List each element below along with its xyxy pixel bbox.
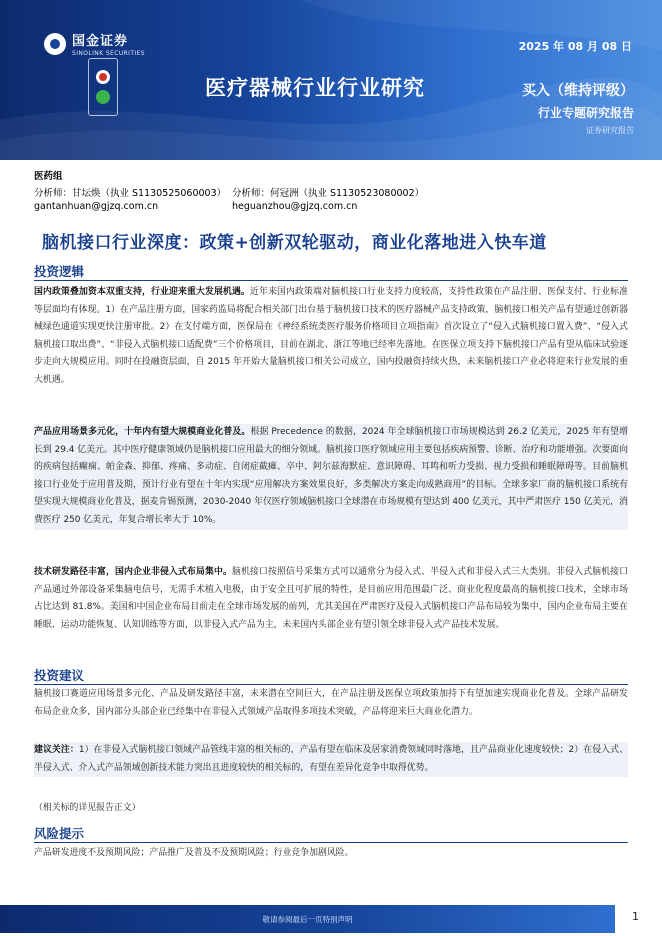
advice-paragraph-2-body: 1）在非侵入式脑机接口领域产品管线丰富的相关标的，产品有望在临床及居家消费领域同时落地，且产品商业化速度较快；2）在侵入式、半侵入式、介入式产品领域创新技术能力突出且进度较快的相关标的，有望在差异化竞争中取得优势。 bbox=[34, 745, 628, 773]
analyst-block bbox=[34, 168, 634, 212]
analyst-2: 分析师：何冠洲（执业 S1130523080002） bbox=[232, 188, 425, 199]
advice-paragraph-2-lead: 建议关注： bbox=[34, 745, 79, 755]
analyst-1: 分析师：甘坛焕（执业 S1130525060003） bbox=[34, 188, 227, 199]
badge-logo-icon bbox=[96, 70, 110, 84]
logic-paragraph-1 bbox=[34, 284, 628, 390]
team-name: 医药组 bbox=[34, 171, 63, 182]
app-badge bbox=[88, 58, 118, 116]
logic-paragraph-1-lead: 国内政策叠加资本双重支持，行业迎来重大发展机遇。 bbox=[34, 287, 251, 297]
report-title: 医疗器械行业行业研究 bbox=[205, 76, 425, 100]
page-number: 1 bbox=[632, 910, 639, 923]
logo-mark-icon bbox=[44, 33, 66, 55]
wechat-icon bbox=[96, 90, 110, 104]
section-title-advice: 投资建议 bbox=[34, 668, 85, 683]
logic-paragraph-2-body: 根据 Precedence 的数据，2024 年全球脑机接口市场规模达到 26.2 亿美元，2025 年有望增长到 29.4 亿美元。其中医疗健康领域仍是脑机接口应用最大的细分领域。脑机接口医疗领域应用主要包括疾病预警、诊断、治疗和功能增强。次要面向的疾病包括癫痫、帕金森、抑郁、疼痛、多动症、自闭症截瘫、卒中、阿尔兹海默症、意识障碍、耳鸣和听力受损、视力受损和睡眠障碍等。目前脑机接口行业处于应用普及期，预计行业有望在十年内实现“应用解决方案效果良好，多类解决方案走向成熟商用”的目标。全球多家厂商的脑机接口系统有望实现大规模商业化普及，据麦肯锡预测，2030-2040 年仅医疗领域脑机接口全球潜在市场规模有望达到 400 亿美元，其中严肃医疗 150 亿美元，消费医疗 250 亿美元，年复合增长率大于 10%。 bbox=[34, 427, 628, 525]
report-type: 行业专题研究报告 bbox=[537, 106, 634, 120]
logic-paragraph-1-body: 近年来国内政策端对脑机接口行业支持力度较高，支持性政策在产品注册、医保支付、行业标准等层面均有体现。1）在产品注册方面，国家药监局将配合相关部门出台基于脑机接口技术的医疗器械产品支持政策，脑机接口相关产品有望通过创新器械绿色通道实现更快注册审批。2）在支付端方面，医保局在《神经系统类医疗服务价格项目立项指南》首次设立了“侵入式脑机接口置入费”、“侵入式脑机接口取出费”、“非侵入式脑机接口适配费”三个价格项目，目前在湖北、浙江等地已经率先落地。在医保立项支持下脑机接口产品有望从临床试验逐步走向大规模应用。同时在投融资层面，自 2015 年开始大量脑机接口相关公司成立，国内投融资持续火热，未来脑机接口产业必将迎来行业发展的重大机遇。 bbox=[34, 287, 628, 385]
section-title-risk: 风险提示 bbox=[34, 826, 85, 841]
header-banner bbox=[0, 0, 662, 160]
analyst-1-email[interactable]: gantanhuan@gjzq.com.cn bbox=[34, 201, 159, 212]
company-logo bbox=[44, 30, 145, 57]
report-date: 2025 年 08 月 08 日 bbox=[518, 40, 632, 53]
section-divider bbox=[34, 280, 628, 281]
logic-paragraph-2-lead: 产品应用场景多元化，十年内有望大规模商业化普及。 bbox=[34, 427, 251, 437]
risk-paragraph-1: 产品研发进度不及预期风险；产品推广及普及不及预期风险；行业竞争加剧风险。 bbox=[34, 848, 354, 858]
advice-paragraph-1: 脑机接口赛道应用场景多元化、产品及研发路径丰富，未来潜在空间巨大，在产品注册及医保立项政策加持下有望加速实现商业化普及。全球产品研发布局企业众多，国内部分头部企业已经集中在非侵入式领域产品取得多项技术突破，产品将迎来巨大商业化潜力。 bbox=[34, 689, 628, 717]
report-department: 证券研究报告 bbox=[586, 126, 634, 135]
advice-paragraph-3: （相关标的详见报告正文） bbox=[34, 803, 141, 813]
logic-paragraph-2 bbox=[34, 424, 628, 530]
analyst-2-email[interactable]: heguanzhou@gjzq.com.cn bbox=[232, 201, 358, 212]
section-divider bbox=[34, 684, 628, 685]
logic-paragraph-3 bbox=[34, 564, 628, 634]
rating-label: 买入（维持评级） bbox=[522, 83, 634, 99]
logo-cn-text: 国金证券 bbox=[72, 34, 129, 49]
footer-disclaimer[interactable]: 敬请参阅最后一页特别声明 bbox=[262, 915, 353, 924]
logic-paragraph-3-body: 脑机接口按照信号采集方式可以通常分为侵入式、半侵入式和非侵入式三大类别。非侵入式脑机接口产品通过外部设备采集脑电信号，无需手术植入电极，由于安全且可扩展的特性，是目前应用范围最广泛、商业化程度最高的脑机接口技术，全球市场占比达到 81.8%。美国和中国企业布局目前走在全球市场发展的前列，尤其美国在严肃医疗及侵入式脑机接口产品布局较为集中，国内企业布局主要在睡眠、运动功能恢复、认知训练等方面，以非侵入式产品为主，未来国内头部企业有望引领全球非侵入式产品技术发展。 bbox=[34, 567, 628, 630]
section-title-logic: 投资逻辑 bbox=[34, 264, 85, 279]
section-divider bbox=[34, 842, 628, 843]
logo-en-text: SINOLINK SECURITIES bbox=[72, 50, 145, 57]
advice-paragraph-2 bbox=[34, 742, 628, 777]
report-headline: 脑机接口行业深度：政策+创新双轮驱动，商业化落地进入快车道 bbox=[42, 233, 547, 253]
logic-paragraph-3-lead: 技术研发路径丰富，国内企业非侵入式布局集中。 bbox=[34, 567, 233, 577]
